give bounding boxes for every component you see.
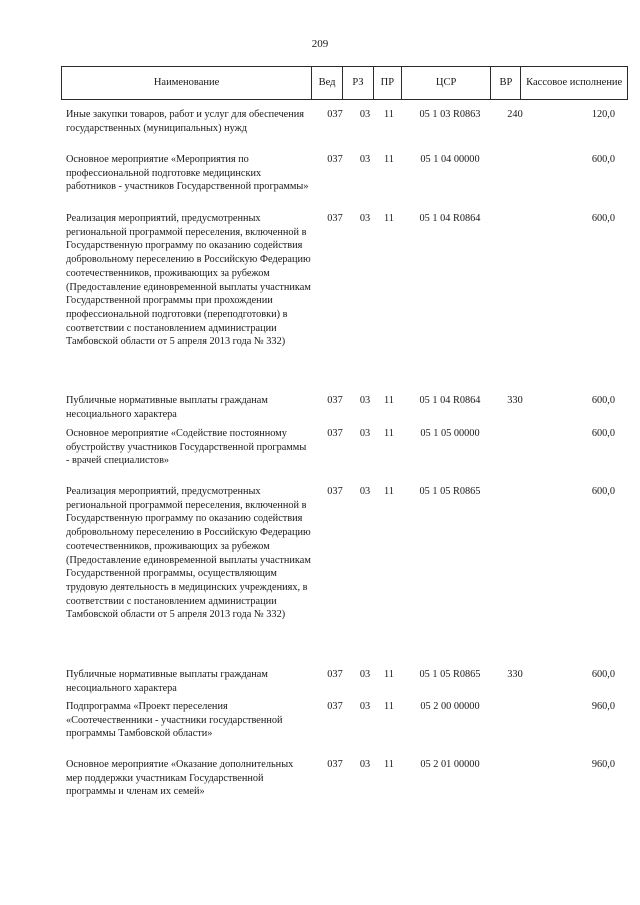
row-ved: 037	[327, 395, 343, 406]
row-rz: 03	[359, 154, 371, 165]
row-sum: 600,0	[591, 428, 615, 439]
row-ved: 037	[327, 759, 343, 770]
row-name: Иные закупки товаров, работ и услуг для обеспечения государственных (муниципальных) нужд	[66, 109, 304, 134]
row-vr: 330	[507, 669, 523, 680]
row-vr: 330	[507, 395, 523, 406]
row-csr: 05 1 04 00000	[420, 154, 480, 165]
header-ved: Вед	[312, 67, 343, 99]
row-pr: 11	[384, 759, 394, 770]
table-header	[61, 66, 628, 100]
row-rz: 03	[359, 759, 371, 770]
row-ved: 037	[327, 486, 343, 497]
row-sum: 960,0	[591, 701, 615, 712]
row-pr: 11	[384, 486, 394, 497]
row-pr: 11	[384, 428, 394, 439]
row-ved: 037	[327, 701, 343, 712]
header-csr: ЦСР	[402, 67, 492, 99]
row-rz: 03	[359, 486, 371, 497]
header-rz: РЗ	[343, 67, 374, 99]
row-sum: 600,0	[591, 154, 615, 165]
row-csr: 05 2 01 00000	[420, 759, 480, 770]
row-csr: 05 1 04 R0864	[419, 395, 481, 406]
row-ved: 037	[327, 669, 343, 680]
header-sum: Кассовое исполнение	[526, 77, 623, 88]
row-csr: 05 1 05 R0865	[419, 486, 481, 497]
row-ved: 037	[327, 109, 343, 120]
header-name: Наименование	[62, 67, 312, 99]
row-sum: 600,0	[591, 669, 615, 680]
row-rz: 03	[359, 428, 371, 439]
row-sum: 600,0	[591, 395, 615, 406]
page-number: 209	[311, 38, 329, 50]
row-sum: 120,0	[591, 109, 615, 120]
row-sum: 600,0	[591, 213, 615, 224]
row-name: Основное мероприятие «Содействие постоянному обустройству участников Государственной программы - врачей специалистов»	[66, 428, 307, 467]
row-csr: 05 2 00 00000	[420, 701, 480, 712]
row-vr: 240	[507, 109, 523, 120]
row-pr: 11	[384, 395, 394, 406]
row-ved: 037	[327, 154, 343, 165]
row-name: Подпрограмма «Проект переселения «Соотечественники - участники государственной программы Тамбовской области»	[66, 701, 283, 740]
row-pr: 11	[384, 154, 394, 165]
row-rz: 03	[359, 701, 371, 712]
row-name: Основное мероприятие «Мероприятия по профессиональной подготовке медицинских работников - участников Государственной программы»	[66, 154, 309, 193]
row-pr: 11	[384, 669, 394, 680]
row-name: Реализация мероприятий, предусмотренных региональной программой переселения, включенной в Государственную программу по оказанию содействия добровольному переселению в Российскую Федерацию соотечественников, проживающих за рубежом (Предоставление единовременной выплаты участникам Государственной программы при прохождении профессиональной подготовки (переподготовки) в соответствии с постановлением администрации Тамбовской области от 5 апреля 2013 года № 332)	[66, 213, 311, 348]
row-name: Реализация мероприятий, предусмотренных региональной программой переселения, включенной в Государственную программу по оказанию содействия добровольному переселению в Российскую Федерацию соотечественников, проживающих за рубежом (Предоставление единовременной выплаты участникам Государственной программы, осуществляющим трудовую деятельность в медицинских учреждениях, в соответствии с постановлением администрации Тамбовской области от 5 апреля 2013 года № 332)	[66, 486, 311, 621]
row-csr: 05 1 04 R0864	[419, 213, 481, 224]
row-rz: 03	[359, 213, 371, 224]
row-ved: 037	[327, 213, 343, 224]
row-csr: 05 1 03 R0863	[419, 109, 481, 120]
header-pr: ПР	[374, 67, 402, 99]
row-name: Основное мероприятие «Оказание дополнительных мер поддержки участникам Государственной программы и членам их семей»	[66, 759, 294, 798]
row-csr: 05 1 05 R0865	[419, 669, 481, 680]
row-pr: 11	[384, 109, 394, 120]
row-rz: 03	[359, 109, 371, 120]
row-csr: 05 1 05 00000	[420, 428, 480, 439]
row-rz: 03	[359, 669, 371, 680]
row-name: Публичные нормативные выплаты гражданам несоциального характера	[66, 669, 268, 694]
header-vr: ВР	[491, 67, 521, 99]
row-rz: 03	[359, 395, 371, 406]
row-ved: 037	[327, 428, 343, 439]
row-name: Публичные нормативные выплаты гражданам несоциального характера	[66, 395, 268, 420]
row-sum: 960,0	[591, 759, 615, 770]
row-sum: 600,0	[591, 486, 615, 497]
row-pr: 11	[384, 213, 394, 224]
row-pr: 11	[384, 701, 394, 712]
